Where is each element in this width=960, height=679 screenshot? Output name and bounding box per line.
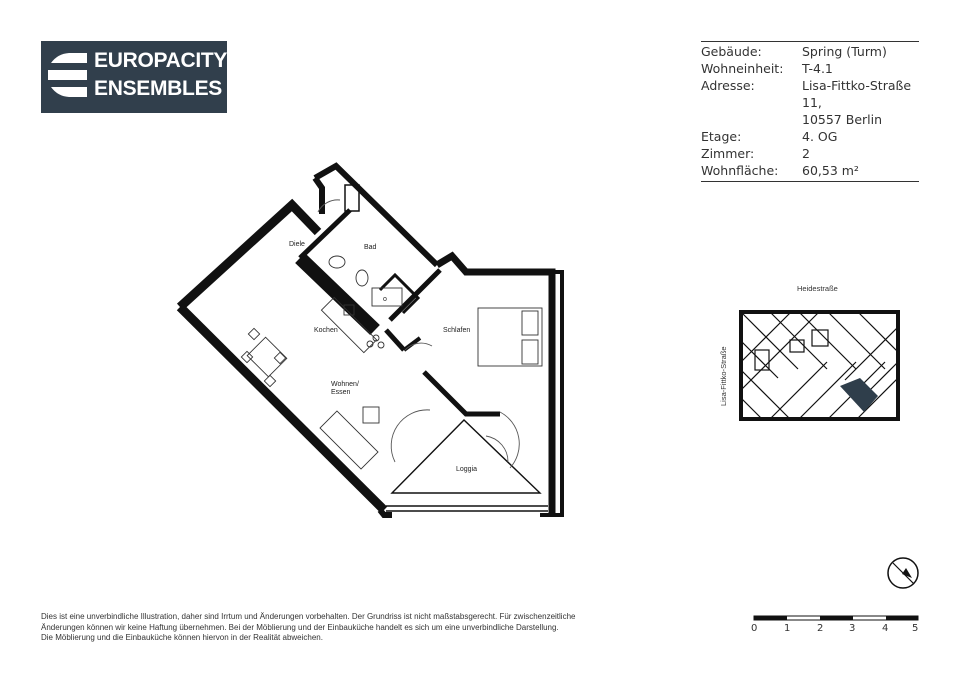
info-value: 60,53 m² — [802, 163, 859, 178]
interior-wall — [424, 372, 500, 414]
street-label-left: Lisa-Fittko-Straße — [719, 346, 728, 406]
stove-burner — [378, 342, 384, 348]
interior-wall — [300, 258, 375, 330]
info-value: T-4.1 — [802, 61, 833, 76]
interior-wall — [386, 330, 404, 350]
scale-label: 1 — [784, 623, 791, 634]
bath-partition — [380, 275, 418, 313]
room-label-wohnen — [331, 381, 359, 397]
disclaimer — [41, 612, 681, 644]
exterior-wall — [437, 256, 552, 513]
info-key: Zimmer: — [701, 146, 755, 161]
door-swing — [486, 436, 508, 462]
address-line1: Lisa-Fittko-Straße 11, — [802, 78, 912, 110]
logo-text-line1: EUROPACITY — [94, 49, 228, 72]
scale-bar — [754, 616, 918, 620]
chair — [264, 375, 275, 386]
pillow — [522, 311, 538, 335]
logo-text-line2: ENSEMBLES — [94, 77, 222, 100]
chair — [274, 352, 285, 363]
room-label-loggia: Loggia — [456, 466, 478, 473]
site-plan — [741, 312, 898, 419]
scale-label: 3 — [849, 623, 856, 634]
info-key: Adresse: — [701, 78, 755, 93]
scale-label: 0 — [751, 623, 758, 634]
door-swing — [500, 412, 519, 468]
chair — [248, 328, 259, 339]
exterior-wall — [180, 205, 318, 307]
info-value: 2 — [802, 146, 810, 161]
info-value: Spring (Turm) — [802, 44, 887, 59]
bed — [478, 308, 542, 366]
info-key: Etage: — [701, 129, 742, 144]
toilet — [329, 256, 345, 268]
room-label-diele: Diele — [289, 241, 305, 248]
info-key: Wohnfläche: — [701, 163, 779, 178]
washbasin — [356, 270, 368, 286]
loggia-railing — [386, 506, 548, 511]
door-swing — [391, 410, 430, 462]
room-label-bad: Bad — [364, 244, 377, 251]
info-key: Gebäude: — [701, 44, 762, 59]
scale-label: 2 — [817, 623, 824, 634]
disclaimer-line: Die Möblierung und die Einbauküche können hiervon in der Realität abweichen. — [41, 633, 323, 642]
loggia-edge — [392, 420, 540, 493]
north-arrow-icon — [888, 558, 918, 588]
room-label-wohnen-line1: Wohnen/ — [331, 381, 359, 388]
chair — [241, 351, 252, 362]
info-value: 4. OG — [802, 129, 838, 144]
pillow — [522, 340, 538, 364]
bath-fixture-label: o — [383, 296, 387, 303]
disclaimer-line: Dies ist eine unverbindliche Illustration, daher sind Irrtum und Änderungen vorbehalten. Der Grundriss ist nicht maßstabsgerecht. Für zwischenzeitliche — [41, 612, 576, 621]
disclaimer-line: Änderungen können wir keine Haftung übernehmen. Bei der Möblierung und der Einbauküche handelt es sich um eine unverbindliche Darstellung. — [41, 622, 559, 632]
address-line2: 10557 Berlin — [802, 112, 883, 127]
exterior-wall — [180, 307, 384, 510]
street-label-top: Heidestraße — [797, 284, 838, 293]
bath-wall — [315, 178, 322, 214]
side-table — [363, 407, 379, 423]
room-label-kochen: Kochen — [314, 327, 338, 334]
unit-highlight — [840, 378, 878, 412]
bathtub-box — [372, 288, 402, 306]
room-label-schlafen: Schlafen — [443, 327, 471, 334]
scale-label: 4 — [882, 623, 889, 634]
scale-label: 5 — [912, 623, 919, 634]
room-label-wohnen-line2: Essen — [331, 389, 351, 396]
info-key: Wohneinheit: — [701, 61, 784, 76]
